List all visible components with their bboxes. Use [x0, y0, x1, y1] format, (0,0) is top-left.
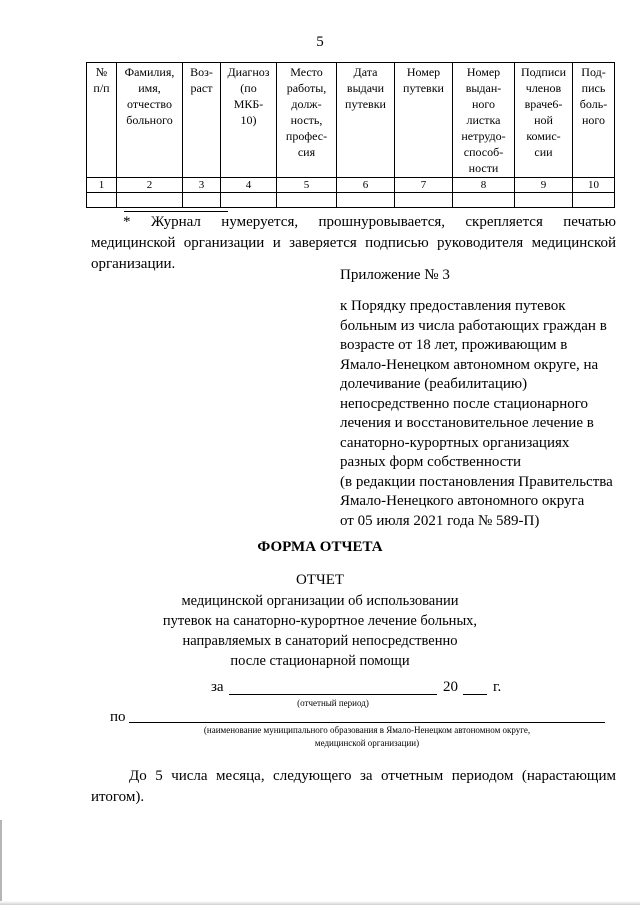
empty-cell — [573, 193, 615, 208]
page-number: 5 — [316, 34, 324, 50]
column-number: 3 — [183, 178, 221, 193]
column-number: 5 — [277, 178, 337, 193]
organization-label: по — [110, 709, 126, 725]
empty-cell — [453, 193, 515, 208]
organization-blank-line — [129, 722, 605, 723]
appendix-line: возрасте от 18 лет, проживающим в — [340, 337, 568, 353]
report-subtitle-line: путевок на санаторно-курортное лечение больных, — [162, 613, 478, 629]
empty-cell — [395, 193, 453, 208]
footnote-text: * Журнал нумеруется, прошнуровывается, скрепляется печатью медицинской организации и заверяется подписью руководителя медицинской организации. — [91, 214, 616, 272]
organization-caption-line: (наименование муниципального образования в Ямало-Ненецком автономном округе, — [203, 725, 531, 735]
form-title: ФОРМА ОТЧЕТА — [257, 539, 383, 555]
header-col-7: Номер путевки — [395, 63, 453, 178]
deadline-text: До 5 числа месяца, следующего за отчетным периодом (нарастающим итогом). — [91, 768, 616, 805]
report-subtitle — [0, 591, 640, 671]
empty-cell — [183, 193, 221, 208]
column-number: 1 — [87, 178, 117, 193]
year-blank-line — [463, 694, 487, 695]
header-col-8: Номер выдан- ного листка нетрудо- способ- ности — [453, 63, 515, 178]
period-blank-line — [229, 694, 437, 695]
report-subtitle-line: после стационарной помощи — [230, 653, 410, 669]
empty-cell — [221, 193, 277, 208]
appendix-line: санаторно-курортных организациях — [340, 434, 570, 451]
appendix-line: непосредственно после стационарного — [340, 395, 589, 412]
column-number: 6 — [337, 178, 395, 193]
organization-caption — [129, 724, 605, 750]
appendix-line: (в редакции постановления Правительства — [340, 473, 613, 490]
appendix-title: Приложение № 3 — [340, 267, 450, 283]
empty-cell — [337, 193, 395, 208]
header-col-9: Подписи членов враче6- ной комис- сии — [515, 63, 573, 178]
appendix-line: Ямало-Ненецкого автономного округа — [340, 493, 585, 509]
column-number: 4 — [221, 178, 277, 193]
header-col-6: Дата выдачи путевки — [337, 63, 395, 178]
header-col-5: Место работы, долж- ность, профес- сия — [277, 63, 337, 178]
year-prefix: 20 — [443, 679, 458, 695]
appendix-line: больным из числа работающих граждан в — [340, 317, 607, 334]
header-col-3: Воз- раст — [183, 63, 221, 178]
header-col-2: Фамилия, имя, отчество больного — [117, 63, 183, 178]
journal-header-row — [87, 63, 615, 178]
appendix-line: от 05 июля 2021 года № 589-П) — [340, 512, 540, 529]
period-label: за — [211, 679, 224, 695]
scan-edge-shadow — [0, 820, 2, 905]
empty-table-row — [87, 193, 615, 208]
appendix-line: разных форм собственности — [340, 454, 521, 470]
column-number: 7 — [395, 178, 453, 193]
empty-cell — [117, 193, 183, 208]
empty-cell — [277, 193, 337, 208]
report-subtitle-line: медицинской организации об использовании — [181, 593, 459, 609]
header-col-10: Под- пись боль- ного — [573, 63, 615, 178]
appendix-text — [340, 297, 630, 531]
header-col-1: № п/п — [87, 63, 117, 178]
year-suffix: г. — [493, 679, 502, 695]
appendix-line: лечения и восстановительное лечение в — [340, 415, 594, 431]
appendix-line: к Порядку предоставления путевок — [340, 298, 566, 314]
column-number: 9 — [515, 178, 573, 193]
period-caption: (отчетный период) — [297, 698, 369, 708]
report-subtitle-line: направляемых в санаторий непосредственно — [182, 633, 458, 649]
report-title: ОТЧЕТ — [295, 572, 345, 588]
journal-table — [86, 62, 615, 208]
organization-caption-line: медицинской организации) — [314, 738, 420, 748]
appendix-line: Ямало-Ненецком автономном округе, на — [340, 356, 599, 373]
column-number: 10 — [573, 178, 615, 193]
column-number-row — [87, 178, 615, 193]
column-number: 2 — [117, 178, 183, 193]
empty-cell — [87, 193, 117, 208]
scan-bottom-shadow — [0, 901, 640, 905]
header-col-4: Диагноз (по МКБ- 10) — [221, 63, 277, 178]
empty-cell — [515, 193, 573, 208]
column-number: 8 — [453, 178, 515, 193]
appendix-line: долечивание (реабилитацию) — [340, 376, 528, 392]
